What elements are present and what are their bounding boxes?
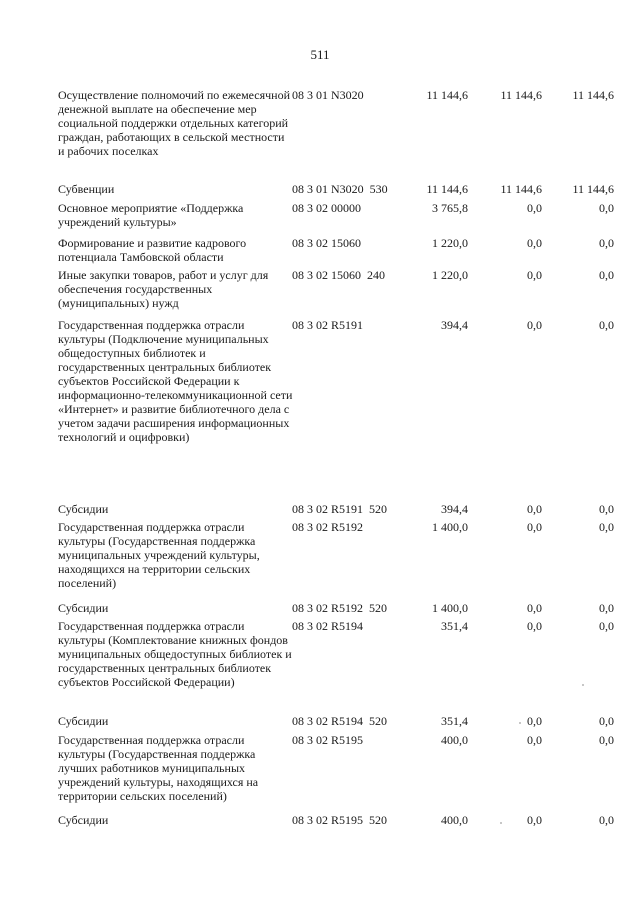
row-value-1: 1 220,0 [432, 236, 468, 250]
row-code: 08 3 02 15060 240 [292, 268, 385, 282]
row-value-1: 394,4 [441, 318, 468, 332]
row-description: Субсидии [58, 502, 109, 516]
row-value-1: 400,0 [441, 733, 468, 747]
row-description: Субсидии [58, 714, 109, 728]
scan-speck [500, 822, 502, 824]
scan-speck [519, 722, 521, 724]
row-code: 08 3 01 N3020 [292, 88, 364, 102]
row-value-1: 1 220,0 [432, 268, 468, 282]
row-value-3: 0,0 [599, 619, 614, 633]
row-code: 08 3 02 R5195 520 [292, 813, 388, 827]
row-description: Государственная поддержка отрасли культуры (Комплектование книжных фондов муниципальных общедоступных библиотек и государственных центральных библиотек субъектов Российской Федерации) [58, 619, 292, 689]
row-value-2: 11 144,6 [500, 88, 542, 102]
row-code: 08 3 02 15060 [292, 236, 361, 250]
row-value-1: 1 400,0 [432, 601, 468, 615]
row-value-3: 0,0 [599, 268, 614, 282]
row-code: 08 3 02 R5194 520 [292, 714, 388, 728]
row-value-1: 351,4 [441, 714, 468, 728]
row-value-1: 3 765,8 [432, 201, 468, 215]
row-value-1: 11 144,6 [426, 182, 468, 196]
row-value-2: 0,0 [527, 502, 542, 516]
row-value-3: 0,0 [599, 318, 614, 332]
row-code: 08 3 01 N3020 530 [292, 182, 388, 196]
row-code: 08 3 02 R5191 [292, 318, 364, 332]
row-value-2: 0,0 [527, 714, 542, 728]
row-value-1: 400,0 [441, 813, 468, 827]
row-value-3: 0,0 [599, 733, 614, 747]
row-value-1: 1 400,0 [432, 520, 468, 534]
row-description: Основное мероприятие «Поддержка учреждений культуры» [58, 201, 244, 229]
row-description: Субвенции [58, 182, 115, 196]
row-value-2: 0,0 [527, 813, 542, 827]
row-value-2: 0,0 [527, 268, 542, 282]
row-value-3: 0,0 [599, 813, 614, 827]
row-code: 08 3 02 R5195 [292, 733, 364, 747]
row-value-3: 11 144,6 [572, 88, 614, 102]
row-value-3: 0,0 [599, 236, 614, 250]
row-value-1: 351,4 [441, 619, 468, 633]
row-value-3: 11 144,6 [572, 182, 614, 196]
row-value-2: 0,0 [527, 733, 542, 747]
row-value-3: 0,0 [599, 502, 614, 516]
row-description: Субсидии [58, 813, 109, 827]
row-value-1: 11 144,6 [426, 88, 468, 102]
row-value-2: 0,0 [527, 601, 542, 615]
row-description: Государственная поддержка отрасли культуры (Государственная поддержка муниципальных учреждений культуры, находящихся на территории сельских поселений) [58, 520, 260, 590]
row-value-2: 0,0 [527, 318, 542, 332]
row-value-2: 11 144,6 [500, 182, 542, 196]
row-description: Субсидии [58, 601, 109, 615]
row-code: 08 3 02 R5194 [292, 619, 364, 633]
row-value-2: 0,0 [527, 201, 542, 215]
row-value-2: 0,0 [527, 619, 542, 633]
scan-speck [582, 684, 584, 686]
page-number: 511 [310, 47, 330, 62]
row-value-2: 0,0 [527, 236, 542, 250]
row-code: 08 3 02 R5192 [292, 520, 364, 534]
row-value-3: 0,0 [599, 201, 614, 215]
row-description: Государственная поддержка отрасли культуры (Государственная поддержка лучших работников муниципальных учреждений культуры, находящихся на территории сельских поселений) [58, 733, 259, 803]
row-value-3: 0,0 [599, 520, 614, 534]
row-description: Осуществление полномочий по ежемесячной денежной выплате на обеспечение мер социальной поддержки отдельных категорий граждан, работающих в сельской местности и рабочих поселках [58, 88, 291, 158]
row-value-3: 0,0 [599, 714, 614, 728]
row-code: 08 3 02 00000 [292, 201, 361, 215]
row-value-1: 394,4 [441, 502, 468, 516]
row-description: Формирование и развитие кадрового потенциала Тамбовской области [58, 236, 247, 264]
row-code: 08 3 02 R5192 520 [292, 601, 388, 615]
row-value-3: 0,0 [599, 601, 614, 615]
row-code: 08 3 02 R5191 520 [292, 502, 388, 516]
row-description: Иные закупки товаров, работ и услуг для обеспечения государственных (муниципальных) нужд [58, 268, 269, 310]
row-value-2: 0,0 [527, 520, 542, 534]
row-description: Государственная поддержка отрасли культуры (Подключение муниципальных общедоступных библиотек и государственных центральных библиотек субъектов Российской Федерации к информационно-телекоммуникационной сети «Интернет» и развитие библиотечного дела с учетом задачи расширения информационных технологий и оцифровки) [58, 318, 293, 444]
